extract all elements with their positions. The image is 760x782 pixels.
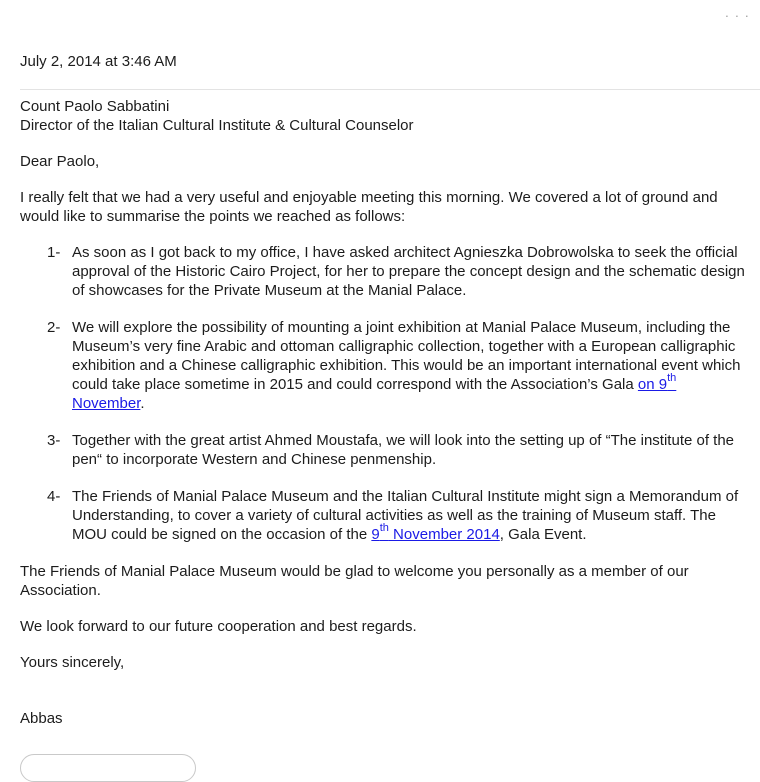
more-dots-icon[interactable]: · · · [724,8,750,23]
list-text: The Friends of Manial Palace Museum and the Italian Cultural Institute might sign a Memorandum of Understanding, to cover a variety of cultural activities as well as the training of Museum staff. The MOU could be signed on the occasion of the [72,488,739,543]
intro-paragraph: I really felt that we had a very useful and enjoyable meeting this morning. We covered a lot of ground and would like to summarise the points we reached as follows: [20,189,718,225]
recipient-name: Count Paolo Sabbatini [20,98,170,115]
email-date: July 2, 2014 at 3:46 AM [20,53,177,70]
greeting: Dear Paolo, [20,153,100,170]
list-item [20,431,750,469]
signoff: Yours sincerely, [20,654,125,671]
list-item [20,243,750,300]
closing-paragraph: We look forward to our future cooperation and best regards. [20,618,417,635]
header-divider [20,89,760,90]
email-body [20,97,750,728]
list-item: 2- We will explore the possibility of mounting a joint exhibition at Manial Palace Museum, including the Museum’s very fine Arabic and ottoman calligraphic collection, together with a European calligraphic exhibition and a Chinese calligraphic exhibition. This would be an important international event which could take place sometime in 2015 and could correspond with the Association’s Gala on 9th November. [47,319,741,412]
list-number: 4- [47,488,61,505]
list-item: 4- The Friends of Manial Palace Museum and the Italian Cultural Institute might sign a Memorandum of Understanding, to cover a variety of cultural activities as well as the training of Museum staff. The MOU could be signed on the occasion of the 9th November 2014, Gala Event. [47,488,739,543]
list-number: 1- [47,244,61,261]
recipient-title: Director of the Italian Cultural Institute & Cultural Counselor [20,117,414,134]
signature: Abbas [20,710,63,727]
date-link[interactable]: 9th November 2014 [371,522,500,543]
list-number: 3- [47,432,61,449]
list-text: We will explore the possibility of mounting a joint exhibition at Manial Palace Museum, including the Museum’s very fine Arabic and ottoman calligraphic collection, together with a European calligraphic exhibition and a Chinese calligraphic exhibition. This would be an important international event which could take place sometime in 2015 and could correspond with the Association’s Gala [72,319,741,393]
date-link[interactable]: on 9th November [72,372,677,412]
attachment-pill[interactable] [20,754,196,782]
points-list [20,243,750,544]
closing-paragraph: The Friends of Manial Palace Museum would be glad to welcome you personally as a member of our Association. [20,563,689,599]
list-number: 2- [47,319,61,336]
list-text: Together with the great artist Ahmed Moustafa, we will look into the setting up of “The institute of the pen“ to incorporate Western and Chinese penmenship. [72,432,735,468]
list-text: As soon as I got back to my office, I have asked architect Agnieszka Dobrowolska to seek the official approval of the Historic Cairo Project, for her to prepare the concept design and the schematic design of showcases for the Private Museum at the Manial Palace. [72,244,745,299]
